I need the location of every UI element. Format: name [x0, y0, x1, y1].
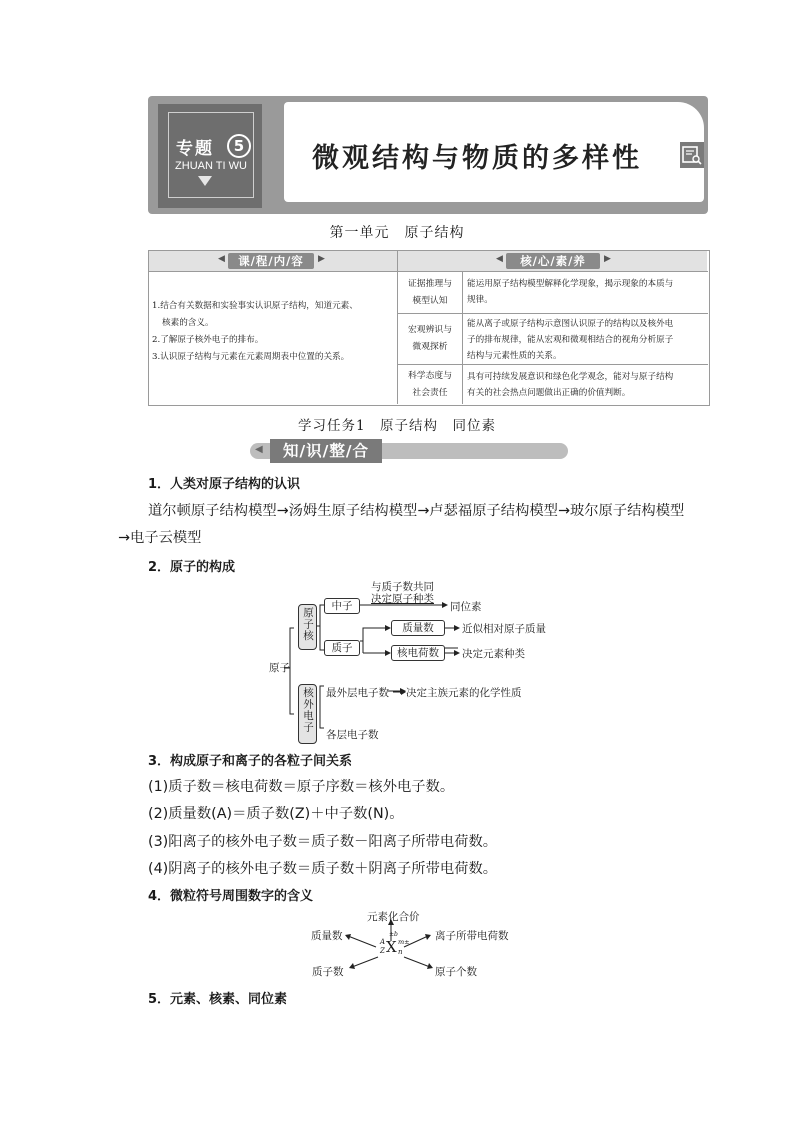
literacy-desc-line: 规律。 [467, 295, 493, 305]
left-arrow-icon: ◀ [496, 254, 503, 264]
outer-electrons-label: 最外层电子数 [326, 687, 389, 699]
relation-item: (1)质子数＝核电荷数＝原子序数＝核外电子数。 [148, 779, 455, 795]
relation-item: (4)阴离子的核外电子数＝质子数＋阴离子所带电荷数。 [148, 861, 498, 877]
literacy-name-line: 微观探析 [412, 342, 448, 352]
mass-number-box: 质量数 [391, 620, 445, 636]
literacy-name-line: 模型认知 [412, 296, 448, 306]
symbol-valence: ±b [389, 931, 398, 938]
literacy-desc-line: 能运用原子结构模型解释化学现象，揭示现象的本质与 [467, 279, 674, 289]
chapter-badge-label: 专题 [176, 139, 214, 159]
chapter-badge-pinyin: ZHUAN TI WU [175, 160, 247, 172]
literacy-desc-line: 有关的社会热点问题做出正确的价值判断。 [467, 388, 631, 398]
section-heading: 1．人类对原子结构的认识 [148, 477, 301, 492]
chapter-title: 微观结构与物质的多样性 [312, 143, 642, 174]
right-arrow-icon: ▶ [318, 254, 325, 264]
table-divider [149, 271, 708, 272]
literacy-desc-line: 具有可持续发展意识和绿色化学观念，能对与原子结构 [467, 372, 674, 382]
body-text: →电子云模型 [118, 530, 202, 546]
table-divider [398, 364, 708, 365]
core-literacy-header: 核/心/素/养 [506, 253, 600, 269]
literacy-name [401, 368, 459, 402]
electrons-label: 核外电子 [302, 687, 314, 733]
mass-number-label: 质量数 [311, 930, 343, 942]
layer-electrons-label: 各层电子数 [326, 729, 379, 741]
literacy-desc [467, 369, 709, 401]
literacy-name-line: 证据推理与 [408, 279, 452, 289]
literacy-name [401, 322, 459, 356]
symbol-mass-number: A [380, 938, 386, 946]
nuclide-symbol [378, 931, 414, 962]
neutron-box: 中子 [324, 598, 360, 614]
table-divider [462, 272, 463, 404]
nucleus-label: 原子核 [302, 607, 314, 642]
relation-item: (3)阳离子的核外电子数＝质子数－阳离子所带电荷数。 [148, 834, 498, 850]
section-heading: 2．原子的构成 [148, 560, 236, 575]
body-text: 道尔顿原子结构模型→汤姆生原子结构模型→卢瑟福原子结构模型→玻尔原子结构模型 [148, 503, 685, 519]
proton-count-label: 质子数 [312, 966, 344, 978]
nucleus-box [298, 604, 317, 650]
literacy-desc-line: 子的排布规律，能从宏观和微观相结合的视角分析原子 [467, 335, 674, 345]
literacy-name-line: 宏观辨识与 [408, 325, 452, 335]
electrons-box [298, 684, 317, 744]
nuclear-charge-box: 核电荷数 [391, 645, 445, 661]
course-content-line: 核素的含义。 [162, 318, 214, 328]
left-arrow-icon: ◀ [218, 254, 225, 264]
course-content-line: 2.了解原子核外电子的排布。 [152, 335, 264, 345]
book-search-icon [680, 142, 704, 168]
course-content-text [152, 298, 392, 366]
left-arrow-icon: ◀ [255, 444, 263, 455]
valence-label: 元素化合价 [367, 911, 420, 923]
isotope-label: 同位素 [450, 601, 482, 613]
symbol-charge: m± [398, 938, 410, 946]
symbol-proton-number: Z [380, 947, 385, 955]
literacy-desc [467, 276, 709, 308]
atom-root-label: 原子 [269, 662, 290, 674]
section-heading: 5．元素、核素、同位素 [148, 992, 288, 1007]
proton-box: 质子 [324, 640, 360, 656]
literacy-desc-line: 结构与元素性质的关系。 [467, 351, 562, 361]
course-content-line: 3.认识原子结构与元素在元素周期表中位置的关系。 [152, 352, 350, 362]
arrow-icon [393, 686, 407, 698]
table-divider [397, 251, 398, 404]
literacy-name [401, 276, 459, 310]
literacy-name-line: 社会责任 [412, 388, 448, 398]
badge-arrow-icon [198, 176, 212, 186]
symbol-element: X [386, 938, 397, 956]
mass-result: 近似相对原子质量 [462, 623, 546, 635]
neutron-note: 与质子数共同 [371, 581, 434, 593]
chapter-badge-number: 5 [227, 134, 251, 158]
task-title: 学习任务1 原子结构 同位素 [297, 418, 497, 434]
outer-result: 决定主族元素的化学性质 [406, 687, 522, 699]
relation-item: (2)质量数(A)＝质子数(Z)＋中子数(N)。 [148, 806, 404, 822]
course-content-header: 课/程/内/容 [228, 253, 314, 269]
section-heading: 3．构成原子和离子的各粒子间关系 [148, 754, 353, 769]
literacy-desc [467, 316, 709, 364]
symbol-atom-count: n [398, 948, 403, 956]
literacy-desc-line: 能从离子或原子结构示意图认识原子的结构以及核外电 [467, 319, 674, 329]
ion-charge-label: 离子所带电荷数 [435, 930, 509, 942]
atom-count-label: 原子个数 [435, 966, 477, 978]
table-divider [398, 313, 708, 314]
course-content-line: 1.结合有关数据和实验事实认识原子结构，知道元素、 [152, 301, 358, 311]
literacy-name-line: 科学态度与 [408, 371, 452, 381]
section-heading: 4．微粒符号周围数字的含义 [148, 889, 314, 904]
unit-title: 第一单元 原子结构 [329, 225, 465, 241]
right-arrow-icon: ▶ [604, 254, 611, 264]
charge-result: 决定元素种类 [462, 648, 525, 660]
neutron-note: 决定原子种类 [371, 593, 434, 605]
knowledge-label: 知/识/整/合 [270, 439, 382, 463]
